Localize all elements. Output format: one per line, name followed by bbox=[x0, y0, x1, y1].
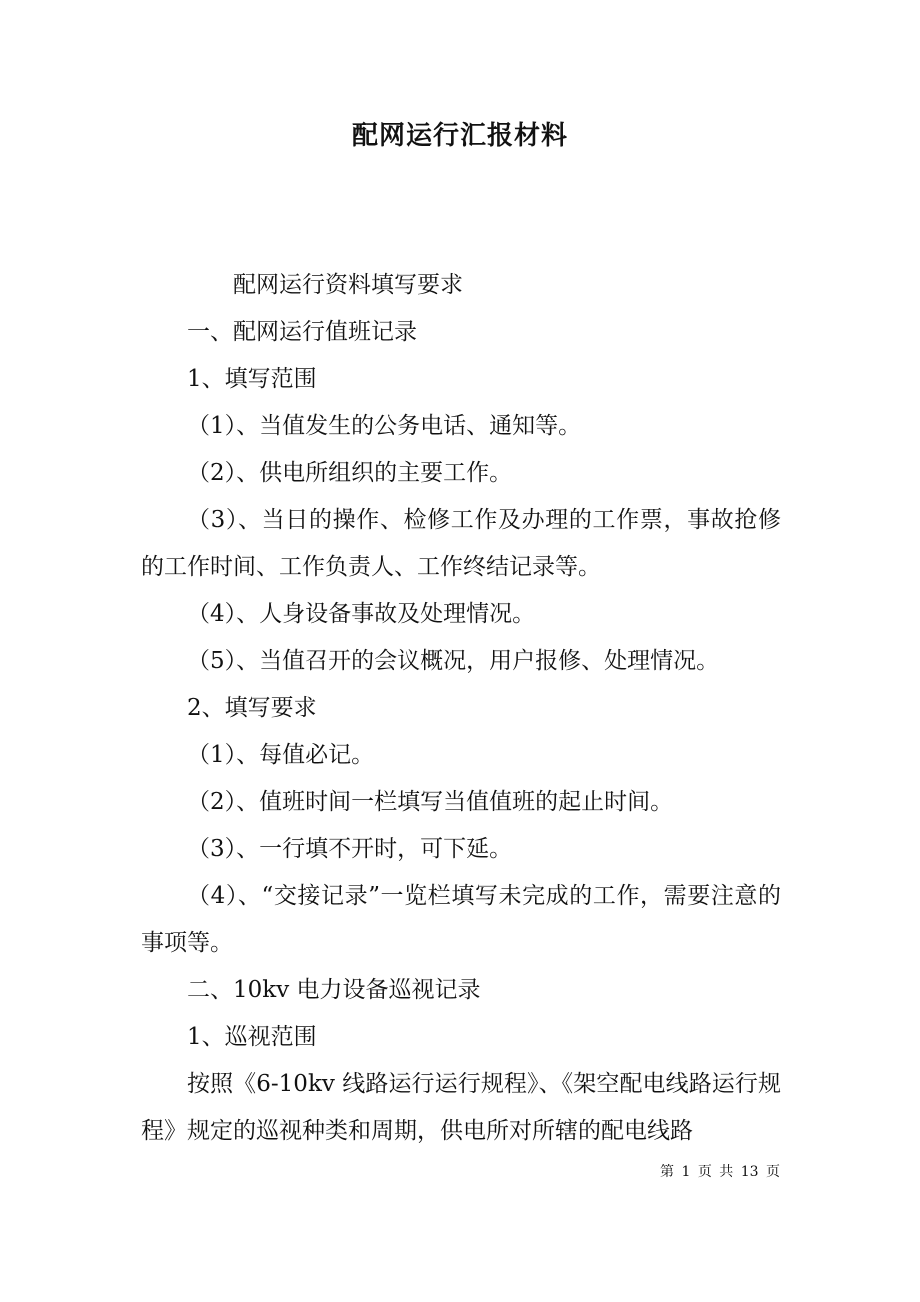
paragraph-item: （1）、每值必记。 bbox=[187, 742, 375, 768]
paragraph-item: （2）、值班时间一栏填写当值值班的起止时间。 bbox=[187, 789, 674, 815]
paragraph-item: （5）、当值召开的会议概况，用户报修、处理情况。 bbox=[187, 648, 720, 674]
paragraph-subsection-1: 1、填写范围 bbox=[187, 366, 317, 392]
paragraph-item: （4）、人身设备事故及处理情况。 bbox=[187, 601, 536, 627]
page-number-footer: 第 1 页 共 13 页 bbox=[660, 1164, 780, 1180]
paragraph-item: （4）、“交接记录”一览栏填写未完成的工作，需要注意的事项等。 bbox=[141, 883, 781, 956]
paragraph-item: （1）、当值发生的公务电话、通知等。 bbox=[187, 413, 582, 439]
paragraph-body: 按照《6-10kv 线路运行运行规程》、《架空配电线路运行规程》规定的巡视种类和周期，供电所对所辖的配电线路 bbox=[141, 1071, 781, 1144]
paragraph-section-2: 二、10kv 电力设备巡视记录 bbox=[187, 977, 481, 1003]
paragraph-subsection-3: 1、巡视范围 bbox=[187, 1024, 317, 1050]
paragraph-item: （2）、供电所组织的主要工作。 bbox=[187, 460, 513, 486]
paragraph-item: （3）、当日的操作、检修工作及办理的工作票，事故抢修的工作时间、工作负责人、工作终结记录等。 bbox=[141, 507, 781, 580]
document-body bbox=[141, 262, 781, 1155]
paragraph-item: （3）、一行填不开时，可下延。 bbox=[187, 836, 513, 862]
paragraph-section-1: 一、配网运行值班记录 bbox=[187, 319, 417, 345]
paragraph-subsection-2: 2、填写要求 bbox=[187, 695, 317, 721]
document-title: 配网运行汇报材料 bbox=[351, 121, 568, 151]
paragraph-heading: 配网运行资料填写要求 bbox=[233, 272, 463, 298]
